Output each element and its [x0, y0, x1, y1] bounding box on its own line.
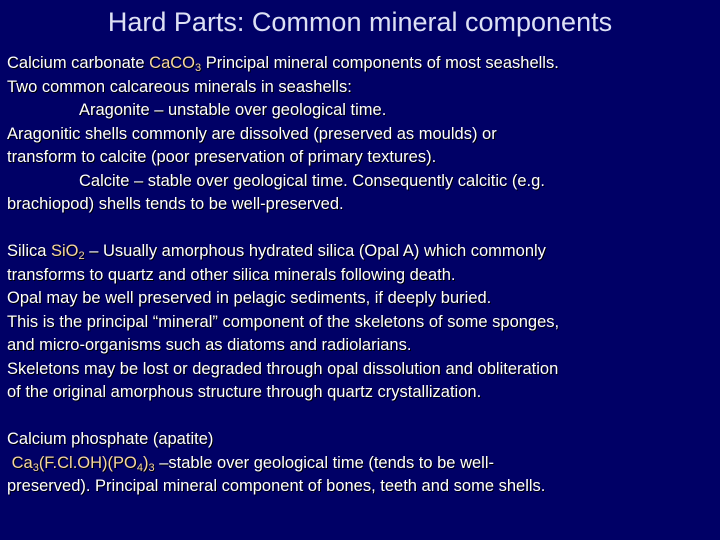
formula-part: (F.Cl.OH)(PO	[38, 453, 137, 472]
formula-part: Ca	[11, 453, 33, 472]
silica-formula-main: SiO	[51, 242, 79, 260]
carbonate-line-2: Two common calcareous minerals in seashells:	[7, 77, 352, 96]
carbonate-heading	[7, 52, 717, 76]
silica-heading	[7, 240, 717, 264]
silica-desc: – Usually amorphous hydrated silica (Opal A) which commonly	[84, 242, 546, 260]
phosphate-desc: –stable over geological time (tends to be well-	[154, 453, 494, 472]
carbonate-line-5: transform to calcite (poor preservation of primary textures).	[7, 148, 437, 166]
paragraph-gap	[7, 405, 717, 429]
silica-formula	[51, 242, 85, 260]
phosphate-line-3: preserved). Principal mineral component of bones, teeth and some shells.	[7, 477, 546, 495]
phosphate-heading: Calcium phosphate (apatite)	[7, 430, 214, 448]
formula-sub: 4	[136, 461, 144, 474]
carbonate-formula-main: CaCO	[149, 54, 195, 72]
silica-line-5: and micro-organisms such as diatoms and radiolarians.	[7, 336, 412, 354]
formula-sub: 3	[32, 461, 39, 474]
slide-body	[7, 52, 717, 499]
aragonite-line: Aragonite – unstable over geological time.	[79, 101, 387, 119]
carbonate-desc: Principal mineral components of most seashells.	[201, 54, 559, 72]
silica-line-4: This is the principal “mineral” component of the skeletons of some sponges,	[7, 312, 560, 331]
phosphate-formula	[12, 454, 155, 472]
carbonate-line-7: brachiopod) shells tends to be well-preserved.	[7, 195, 344, 213]
carbonate-formula-sub: 3	[195, 62, 202, 74]
silica-name: Silica	[7, 242, 52, 260]
silica-formula-sub: 2	[78, 250, 85, 262]
calcite-line: Calcite – stable over geological time. Consequently calcitic (e.g.	[79, 171, 545, 190]
carbonate-formula	[149, 54, 201, 72]
silica-line-7: of the original amorphous structure through quartz crystallization.	[7, 383, 482, 401]
carbonate-name: Calcium carbonate	[7, 54, 150, 72]
slide-title: Hard Parts: Common mineral components	[107, 7, 613, 37]
silica-line-2: transforms to quartz and other silica minerals following death.	[7, 265, 456, 284]
formula-part: )	[143, 453, 149, 472]
phosphate-formula-line	[7, 452, 717, 476]
silica-line-6: Skeletons may be lost or degraded through opal dissolution and obliteration	[7, 359, 559, 378]
paragraph-gap	[7, 217, 717, 241]
carbonate-line-4: Aragonitic shells commonly are dissolved (preserved as moulds) or	[7, 124, 497, 143]
silica-line-3: Opal may be well preserved in pelagic sediments, if deeply buried.	[7, 289, 492, 307]
formula-sub: 3	[148, 461, 155, 474]
